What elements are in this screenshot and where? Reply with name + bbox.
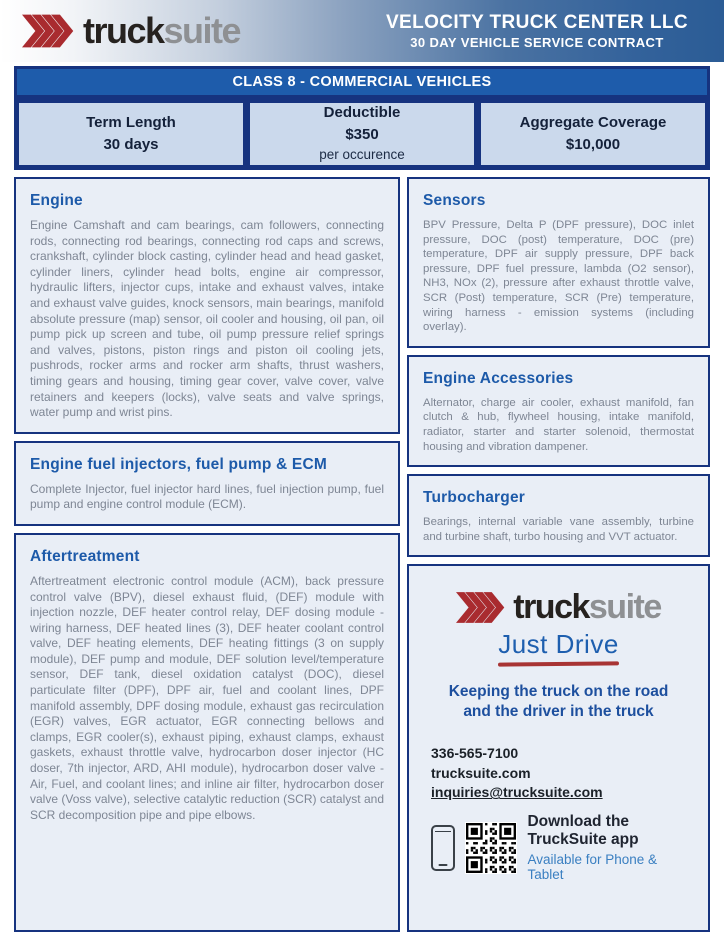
right-column [407, 177, 710, 932]
section-body: BPV Pressure, Delta P (DPF pressure), DOC inlet pressure, DOC (post) temperature, DOC (pre) temperature, DPF air supply pressure, DPF back pressure, DPF fuel pressure, lambda (O2 sensor), NH3, NOx (2), pressure after exhaust throttle valve, SCR (Post) temperature, SCR (Pre) temperature, wiring harness - emission systems (including overlay). [423, 219, 694, 334]
section-sensors [407, 177, 710, 348]
section-body: Aftertreatment electronic control module (ACM), back pressure control valve (BPV), diesel exhaust fluid, (DEF) module with injection nozzle, DEF heater control relay, DEF dosing module - wiring harness, DEF heated lines (3), DEF heater coolant control valve, DEF heating elements, DEF heating fittings (3 on supply module), DEF pump and module, DEF solution level/temperature sensor, DEF tank, diesel oxidation catalyst (DOC), diesel particulate filter (DPF), DPF air, fuel and coolant lines, DPF manifold assembly, DPF dosing module, exhaust gas recirculation (EGR) valves, EGR actuator, EGR connecting bellows and clamps, EGR cooler(s), exhaust piping, exhaust clamps, exhaust gaskets, exhaust throttle valve, hydrocarbon doser injector (HC doser, 7th injector, ARD, AHI module), hydrocarbon doser valve - Air, Fuel, and coolant lines; and inline air filter, hydrocarbon doser valve (Voss valve), selective catalytic reduction (SCR) catalyst and SCR decomposition pipe and pipe elbows. [30, 573, 384, 822]
brand-card [407, 564, 710, 932]
stat-label: Deductible [323, 104, 401, 122]
trucksuite-logo-card [456, 588, 661, 627]
tagline-block [498, 630, 619, 666]
logo-word-truck: truck [513, 588, 589, 627]
stat-deductible [250, 103, 474, 165]
stat-note: per occurence [319, 147, 405, 163]
phone-number: 336-565-7100 [431, 745, 519, 762]
trucksuite-logo [22, 10, 241, 51]
website-link[interactable]: trucksuite.com [431, 764, 531, 781]
download-text [527, 813, 692, 883]
chevrons-icon [456, 591, 505, 624]
app-download-row [431, 813, 692, 883]
stat-label: Term Length [86, 113, 176, 131]
slogan-line: Keeping the truck on the road [448, 682, 669, 700]
tagline-underline [498, 661, 619, 666]
download-line: TruckSuite app [527, 830, 639, 848]
section-body: Bearings, internal variable vane assembly, turbine and turbine shaft, turbo housing and VVT actuator. [423, 516, 694, 543]
email-link[interactable]: inquiries@trucksuite.com [431, 784, 603, 801]
coverage-columns [14, 177, 710, 932]
section-title: Engine Accessories [423, 369, 574, 387]
company-title: VELOCITY TRUCK CENTER LLC [385, 11, 688, 33]
section-title: Engine [30, 192, 83, 209]
main-content [14, 66, 710, 932]
section-aftertreatment [14, 533, 400, 932]
section-title: Turbocharger [423, 489, 526, 507]
stat-aggregate-coverage [481, 103, 705, 165]
download-line: Download the [527, 812, 630, 830]
logo-word-suite: suite [163, 10, 241, 51]
stat-term-length [19, 103, 243, 165]
page-header [0, 0, 724, 62]
availability-note: Available for Phone & Tablet [527, 851, 658, 883]
logo-word-suite: suite [588, 588, 661, 627]
slogan [449, 682, 669, 722]
section-body: Engine Camshaft and cam bearings, cam followers, connecting rods, connecting rod bearings, connecting rod caps and screws, crankshaft, cylinder block casting, cylinder head and head gasket, cylinder liners, cylinder head bolts, engine air compressor, hydraulic lifters, injector cups, intake and exhaust valves, intake and exhaust valve guides, knock sensors, main bearings, manifold absolute pressure (map) sensor, oil cooler and housing, oil pan, oil pump pick up screen and tube, oil pump pressure relief springs and valves, pistons, piston rings and piston oil cooling jets, pushrods, rocker arms and rocker arm shafts, thrust washers, timing gears and housing, timing gear cover, valve cover, valve retainers and keepers (locks), valve seats and valve springs, water pump and wrist pins. [30, 218, 384, 420]
header-titles [386, 12, 688, 50]
section-engine-accessories [407, 355, 710, 467]
section-title: Engine fuel injectors, fuel pump & ECM [30, 455, 327, 473]
section-fuel-injectors [14, 441, 400, 526]
stat-value: $350 [345, 125, 379, 143]
class-banner: CLASS 8 - COMMERCIAL VEHICLES [14, 66, 710, 98]
section-body: Complete Injector, fuel injector hard lines, fuel injection pump, fuel pump and engine control module (ECM). [30, 481, 384, 512]
smartphone-icon [431, 825, 455, 871]
left-column [14, 177, 400, 932]
stat-label: Aggregate Coverage [519, 113, 667, 131]
section-turbocharger [407, 474, 710, 557]
stat-value: $10,000 [565, 135, 621, 153]
contract-subtitle: 30 DAY VEHICLE SERVICE CONTRACT [410, 34, 664, 50]
logo-word-truck: truck [83, 10, 164, 51]
logo-wordmark [83, 10, 241, 51]
section-engine [14, 177, 400, 434]
section-title: Aftertreatment [30, 547, 140, 565]
section-title: Sensors [423, 192, 486, 209]
stats-row [14, 98, 710, 170]
section-body: Alternator, charge air cooler, exhaust manifold, fan clutch & hub, flywheel housing, intake manifold, radiator, starter and starter solenoid, thermostat housing and vibration dampener. [423, 396, 694, 453]
slogan-line: and the driver in the truck [463, 703, 654, 721]
chevrons-icon [22, 13, 74, 49]
logo-wordmark [513, 588, 661, 627]
contact-block [431, 744, 603, 803]
tagline-text: Just Drive [498, 629, 619, 660]
stat-value: 30 days [103, 135, 159, 153]
qr-code [465, 822, 517, 874]
